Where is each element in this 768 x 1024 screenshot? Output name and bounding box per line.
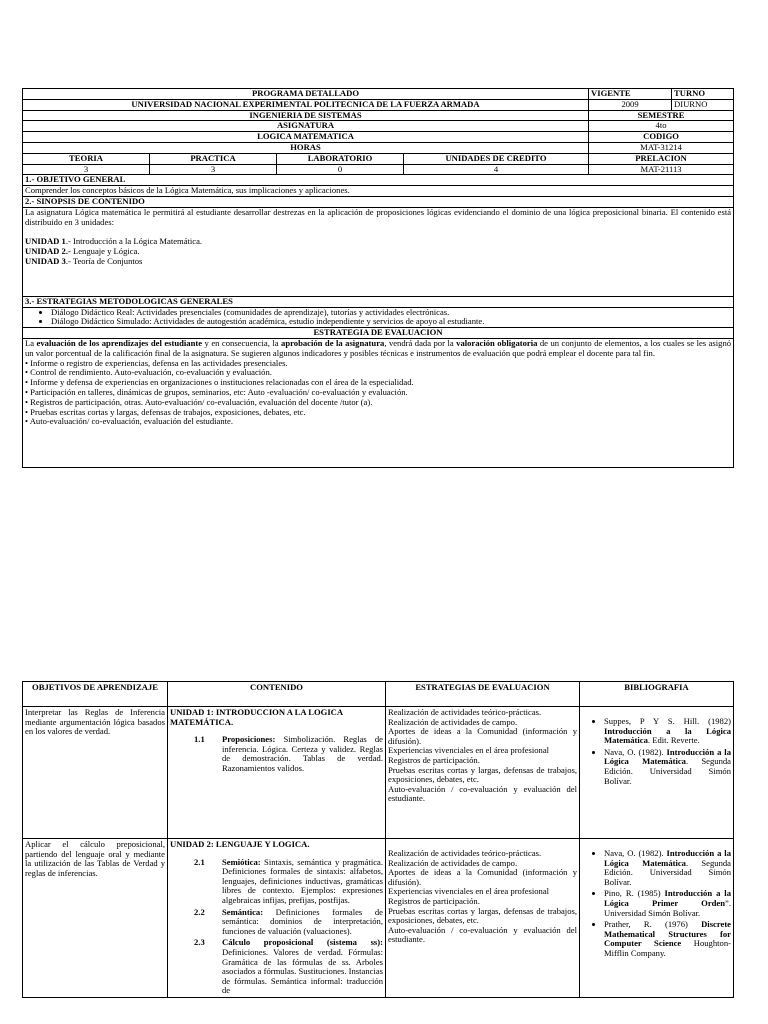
sinopsis-text: La asignatura Lógica matemática le permitirá al estudiante desarrollar destrezas en la aplicación de proposiciones lógicas evidenciando el dominio de una lógica preposicional binaria. El contenido está distribuido en 3 unidades: [25,206,732,227]
estrategias-cell: Realización de actividades teórico-prácticas. Realización de actividades de campo. Aportes de ideas a la Comunidad (información y difusión). Experiencias vivenciales en el área profesional Registros de participación. Pruebas escritas cortas y largas, defensas de trabajos, exposiciones, debates, etc. Auto-evaluación / co-evaluación y evaluación del estudiante. [386,839,580,998]
unidades-label: UNIDADES DE CREDITO [404,153,589,164]
header-objetivos: OBJETIVOS DE APRENDIZAJE [23,682,168,707]
sinopsis-unit-3: UNIDAD 3.- Teoría de Conjuntos [25,255,143,266]
turno-label: TURNO [672,89,734,100]
contenido-cell [168,707,386,839]
objetivo-cell: Aplicar el cálculo preposicional, partiendo del lenguaje oral y mediante la utilización de las Tablas de Verdad y reglas de inferencias. [23,839,168,998]
vigente-label: VIGENTE [589,89,672,100]
sinopsis-unit-1: UNIDAD 1.- Introducción a la Lógica Matemática. [25,236,203,247]
carrera-name: INGENIERIA DE SISTEMAS [23,110,589,121]
prelacion-label: PRELACION [589,153,734,164]
subtopic: 1.1 Proposiciones: Simbolización. Reglas de inferencia. Lógica. Certeza y validez. Reglas de demostración. Tablas de verdad. Razonamientos validos. [194,734,383,773]
asignatura-label: ASIGNATURA [23,121,589,132]
unit-title: UNIDAD 2: LENGUAJE Y LOGICA. [170,839,310,849]
list-item: • Control de rendimiento. Auto-evaluación, co-evaluación y evaluación. [25,368,731,378]
list-item: • Diálogo Didáctico Real: Actividades presenciales (comunidades de aprendizaje), tutorías y actividades electrónicas. [51,308,731,318]
turno-value: DIURNO [672,99,734,110]
university-name: UNIVERSIDAD NACIONAL EXPERIMENTAL POLITECNICA DE LA FUERZA ARMADA [23,99,589,110]
list-item: • Auto-evaluación/ co-evaluación, evaluación del estudiante. [25,417,731,427]
list-item: • Informe o registro de experiencias, defensa en las actividades presenciales. [25,359,731,369]
horas-label: HORAS [23,142,589,153]
estrategias-list [23,307,734,328]
program-header-table [22,88,734,468]
practica-value: 3 [150,164,277,175]
codigo-value: MAT-31214 [589,142,734,153]
semestre-value: 4to [589,121,734,132]
list-item: • Pino, R. (1985) Introducción a la Lógica Primer Orden”. Universidad Simón Bolívar. [604,889,731,918]
laboratorio-value: 0 [277,164,404,175]
semestre-label: SEMESTRE [589,110,734,121]
practica-label: PRACTICA [150,153,277,164]
estrategias-title: 3.- ESTRATEGIAS METODOLOGICAS GENERALES [23,296,734,307]
sinopsis-title: 2.- SINOPSIS DE CONTENIDO [23,196,734,207]
objetivo-title: 1.- OBJETIVO GENERAL [23,175,734,186]
subtopic: 2.2 Semántica: Definiciones formales de semántica: dominios de interpretación, funciones de valuación (valuaciones). [194,906,383,936]
list-item: • Suppes, P Y S. Hill. (1982) Introducción a la Lógica Matemática. Edit. Reverte. [604,717,731,746]
sinopsis-body [23,207,734,296]
laboratorio-label: LABORATORIO [277,153,404,164]
header-estrategias: ESTRATEGIAS DE EVALUACION [386,682,580,707]
objetivo-text: Comprender los conceptos básicos de la Lógica Matemática, sus implicaciones y aplicaciones. [23,186,734,197]
evaluacion-title: ESTRATEGIA DE EVALUACION [23,328,734,339]
prelacion-value: MAT-21113 [589,164,734,175]
estrategias-cell: Realización de actividades teórico-prácticas. Realización de actividades de campo. Aportes de ideas a la Comunidad (información y difusión). Experiencias vivenciales en el área profesional Registros de participación. Pruebas escritas cortas y largas, defensas de trabajos, exposiciones, debates, etc. Auto-evaluación / co-evaluación y evaluación del estudiante. [386,707,580,839]
content-table [22,681,734,998]
evaluacion-text: La evaluación de los aprendizajes del estudiante y en consecuencia, la aprobación de la asignatura, vendrá dada por la valoración obligatoria de un conjunto de elementos, a los cuales se les asignó un valor porcentual de la calificación final de la asignatura. Se sugieren algunos indicadores y posibles técnicas e instrumentos de evaluación que podrá emplear el docente para tal fin. [25,337,732,358]
list-item: • Nava, O. (1982). Introducción a la Lógica Matemática. Segunda Edición. Universidad Simón Bolívar. [604,748,731,786]
bibliografia-cell [580,707,734,839]
table-row [23,839,734,998]
list-item: • Prather, R. (1976) Discrete Mathematical Structures for Computer Science Houghton- Mifflin Company. [604,920,731,958]
codigo-label: CODIGO [589,132,734,143]
asignatura-name: LOGICA MATEMATICA [23,132,589,143]
teoria-value: 3 [23,164,150,175]
bibliografia-cell [580,839,734,998]
vigente-value: 2009 [589,99,672,110]
subtopic: 2.1 Semiótica: Sintaxis, semántica y pragmática. Definiciones formales de sintaxis: alfabetos, lenguajes, definiciones inductivas, gramáticas libres de contexto. Ejemplos: expresiones algebraicas infijas, prefijas, postfijas. [194,856,383,905]
header-contenido: CONTENIDO [168,682,386,707]
table-row [23,707,734,839]
teoria-label: TEORIA [23,153,150,164]
evaluacion-body [23,338,734,467]
contenido-cell [168,839,386,998]
list-item: • Informe y defensa de experiencias en organizaciones o instituciones relacionadas con el área de la especialidad. [25,378,731,388]
unidades-value: 4 [404,164,589,175]
objetivo-cell: Interpretar las Reglas de Inferencia mediante argumentación lógica basados en los valores de verdad. [23,707,168,839]
list-item: • Diálogo Didáctico Simulado: Actividades de autogestión académica, estudio independiente y servicios de apoyo al estudiante. [51,317,731,327]
list-item: • Participación en talleres, dinámicas de grupos, seminarios, etc: Auto -evaluación/ co-evaluación y evaluación. [25,388,731,398]
list-item: • Registros de participación, otras. Auto-evaluación/ co-evaluación, evaluación del docente /tutor (a). [25,398,731,408]
sinopsis-unit-2: UNIDAD 2.- Lenguaje y Lógica. [25,246,140,257]
list-item: • Pruebas escritas cortas y largas, defensas de trabajos, exposiciones, debates, etc. [25,408,731,418]
unit-title: UNIDAD 1: INTRODUCCION A LA LOGICA MATEMÁTICA. [170,707,343,727]
subtopic: 2.3 Cálculo proposicional (sistema ss): Definiciones. Valores de verdad. Fórmulas: Gramática de las fórmulas de ss. Arboles asociados a fórmulas. Sustituciones. Instancias de fórmulas. Semántica informal: traducción de [194,937,383,996]
header-bibliografia: BIBLIOGRAFIA [580,682,734,707]
programa-title: PROGRAMA DETALLADO [23,89,589,100]
list-item: • Nava, O. (1982). Introducción a la Lógica Matemática. Segunda Edición. Universidad Simón Bolívar. [604,849,731,887]
